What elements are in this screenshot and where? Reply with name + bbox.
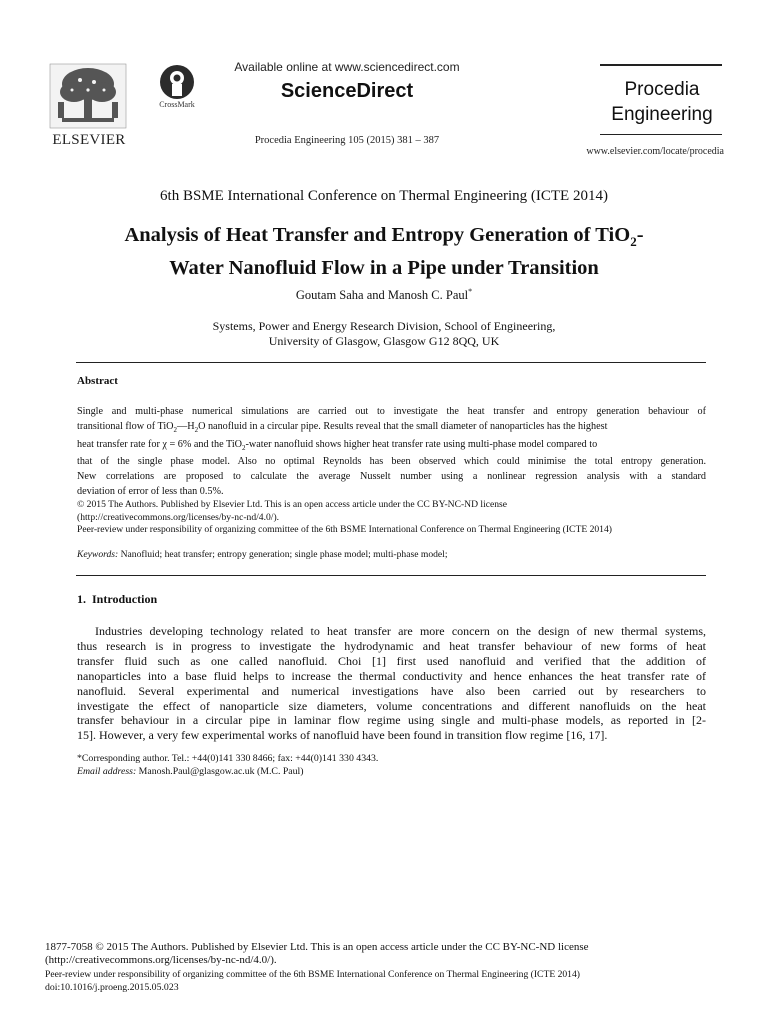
introduction-body bbox=[77, 624, 706, 743]
journal-citation: Procedia Engineering 105 (2015) 381 – 387 bbox=[254, 135, 440, 146]
journal-box-bottom-rule bbox=[600, 134, 722, 135]
intro-line-3: transfer fluid such as one called nanofluid. Choi [1] first used nanofluid and verified that the addition of bbox=[77, 653, 706, 668]
section-number: 1. bbox=[77, 592, 86, 606]
intro-line-2: thus research is in progress to investigate the hydrodynamic and heat transfer behaviour of new forms of heat bbox=[77, 638, 706, 653]
keywords-text: Nanofluid; heat transfer; entropy generation; single phase model; multi-phase model; bbox=[118, 549, 448, 560]
title-line1-text: Analysis of Heat Transfer and Entropy Generation of TiO bbox=[124, 224, 631, 246]
page-footer bbox=[45, 941, 725, 995]
abstract-line2-b: —H bbox=[177, 420, 195, 432]
journal-name-line2: Engineering bbox=[611, 104, 713, 125]
abstract-line2-a: transitional flow of TiO bbox=[77, 420, 174, 432]
abstract-line3-b: -water nanofluid shows higher heat transfer rate using multi-phase model compared to bbox=[245, 438, 598, 450]
abstract-sub-1: 2 bbox=[173, 425, 178, 434]
abstract-sub-2: 2 bbox=[194, 425, 199, 434]
paper-title-line1 bbox=[40, 222, 728, 255]
intro-line-6: investigate the effect of nanoparticle size diameters, volume concentrations and different nanofluids on the heat bbox=[77, 698, 706, 713]
abstract-body bbox=[77, 405, 706, 500]
intro-line-1: Industries developing technology related to heat transfer are more concern on the design of new thermal systems, bbox=[95, 624, 706, 638]
title-subscript: 2 bbox=[630, 234, 637, 250]
abstract-top-rule bbox=[76, 362, 706, 363]
section-heading-introduction bbox=[77, 592, 157, 607]
footer-peer-review-line: Peer-review under responsibility of organizing committee of the 6th BSME International Conference on Thermal Engineering (ICTE 2014) bbox=[45, 968, 580, 980]
journal-name-line1: Procedia bbox=[624, 79, 700, 100]
peer-review-line: Peer-review under responsibility of organizing committee of the 6th BSME International Conference on Thermal Engineering (ICTE 2014) bbox=[77, 524, 612, 536]
abstract-bottom-rule bbox=[76, 575, 706, 576]
abstract-line2-c: O nanofluid in a circular pipe. Results reveal that the small diameter of nanoparticles has the highest bbox=[198, 420, 608, 432]
available-online-text: Available online at www.sciencedirect.com bbox=[234, 60, 460, 74]
affiliation bbox=[40, 319, 728, 349]
abstract-line-4: that of the single phase model. Also no optimal Reynolds has been observed which could minimise the total entropy generation. bbox=[77, 456, 706, 468]
intro-line-4: nanoparticles into a base fluid helps to increase the thermal conductivity and hence enhances the heat transfer rate of bbox=[77, 668, 706, 683]
section-title: Introduction bbox=[92, 592, 158, 606]
email-address[interactable]: Manosh.Paul@glasgow.ac.uk (M.C. Paul) bbox=[136, 766, 304, 777]
abstract-line-2 bbox=[77, 420, 706, 438]
journal-url[interactable]: www.elsevier.com/locate/procedia bbox=[586, 146, 724, 157]
corresponding-author-footnote bbox=[77, 752, 707, 778]
copyright-line-1: © 2015 The Authors. Published by Elsevier Ltd. This is an open access article under the CC BY-NC-ND license bbox=[77, 499, 508, 510]
journal-box-top-rule bbox=[600, 64, 722, 66]
title-line1-tail: - bbox=[636, 224, 644, 246]
elsevier-logo[interactable] bbox=[46, 62, 130, 150]
corresponding-author-line: *Corresponding author. Tel.: +44(0)141 330 8466; fax: +44(0)141 330 4343. bbox=[77, 753, 379, 764]
abstract-line-3 bbox=[77, 438, 706, 456]
keywords-label: Keywords: bbox=[77, 549, 119, 560]
intro-line-7: transfer behaviour in a circular pipe in laminar flow regime using single and multi-phase models, as reported in [2- bbox=[77, 713, 706, 728]
email-label: Email address: bbox=[77, 766, 137, 777]
crossmark-badge[interactable] bbox=[154, 64, 200, 110]
keywords bbox=[77, 549, 707, 560]
license-link[interactable]: (http://creativecommons.org/licenses/by-nc-nd/4.0/). bbox=[77, 511, 280, 523]
footer-license-link[interactable]: (http://creativecommons.org/licenses/by-nc-nd/4.0/). bbox=[45, 954, 277, 967]
intro-line-8: 15]. However, a very few experimental works of nanofluid have been found in transition flow regime [16, 17]. bbox=[77, 728, 608, 743]
sciencedirect-logo[interactable]: ScienceDirect bbox=[280, 80, 414, 102]
footer-doi[interactable]: doi:10.1016/j.proeng.2015.05.023 bbox=[45, 982, 179, 994]
copyright-notice bbox=[77, 499, 707, 537]
abstract-line-1: Single and multi-phase numerical simulations are carried out to investigate the heat transfer and entropy generation behaviour of bbox=[77, 406, 706, 417]
email-line bbox=[77, 765, 707, 778]
elsevier-tree-icon bbox=[46, 62, 130, 132]
abstract-line-5: New correlations are proposed to calculate the average Nusselt number using a nonlinear regression analysis with a standard bbox=[77, 471, 706, 483]
intro-line-5: nanofluid. Several experimental and numerical investigations have also been carried out by researchers to bbox=[77, 683, 706, 698]
authors bbox=[40, 287, 728, 303]
corresponding-mark: * bbox=[468, 287, 473, 296]
affiliation-line1: Systems, Power and Energy Research Division, School of Engineering, bbox=[212, 319, 556, 333]
crossmark-label: CrossMark bbox=[159, 100, 195, 109]
affiliation-line2: University of Glasgow, Glasgow G12 8QQ, UK bbox=[268, 334, 500, 348]
author-names: Goutam Saha and Manosh C. Paul bbox=[295, 288, 469, 303]
abstract-heading: Abstract bbox=[77, 375, 118, 387]
abstract-line-6: deviation of error of less than 0.5%. bbox=[77, 486, 224, 498]
crossmark-icon bbox=[157, 64, 197, 100]
abstract-sub-3: 2 bbox=[242, 443, 246, 452]
abstract-line3-a: heat transfer rate for χ = 6% and the TiO bbox=[77, 438, 243, 450]
paper-title-line2: Water Nanofluid Flow in a Pipe under Transition bbox=[169, 257, 599, 280]
footer-issn-line: 1877-7058 © 2015 The Authors. Published by Elsevier Ltd. This is an open access article under the CC BY-NC-ND license bbox=[45, 941, 589, 953]
paper-title bbox=[40, 222, 728, 281]
conference-name: 6th BSME International Conference on Thermal Engineering (ICTE 2014) bbox=[160, 188, 608, 204]
elsevier-wordmark: ELSEVIER bbox=[52, 132, 126, 148]
journal-name bbox=[600, 77, 724, 127]
